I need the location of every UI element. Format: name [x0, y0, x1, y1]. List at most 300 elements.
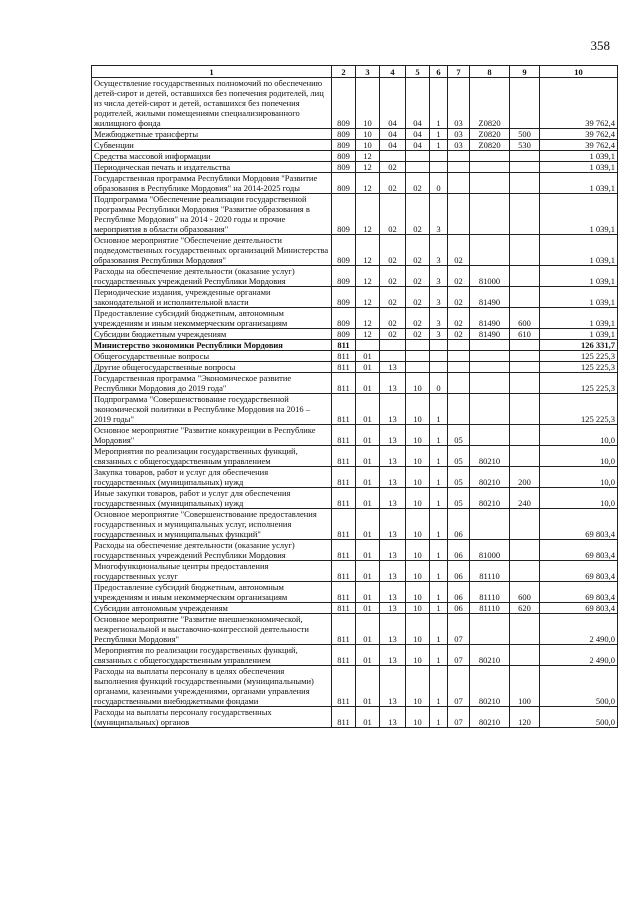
code-subsection-cell: 13	[380, 614, 406, 645]
code-activity-cell	[448, 351, 470, 362]
table-row	[92, 666, 618, 707]
row-name-cell: Общегосударственные вопросы	[92, 351, 332, 362]
table-row	[92, 540, 618, 561]
code-program-cell: 10	[406, 603, 430, 614]
table-row	[92, 645, 618, 666]
code-program-cell: 02	[406, 287, 430, 308]
code-ministry-cell: 809	[332, 140, 356, 151]
code-subprogram-cell: 1	[430, 707, 448, 728]
amount-cell: 1 039,1	[540, 151, 618, 162]
code-expense-type-cell	[510, 151, 540, 162]
table-row	[92, 235, 618, 266]
code-section-cell: 12	[356, 287, 380, 308]
amount-cell: 10,0	[540, 488, 618, 509]
code-direction-cell: 80210	[470, 488, 510, 509]
column-header: 5	[406, 66, 430, 78]
code-subprogram-cell: 1	[430, 540, 448, 561]
code-section-cell: 12	[356, 194, 380, 235]
code-subsection-cell: 13	[380, 425, 406, 446]
row-name-cell: Иные закупки товаров, работ и услуг для обеспечения государственных (муниципальных) нужд	[92, 488, 332, 509]
code-section-cell: 01	[356, 645, 380, 666]
column-header: 8	[470, 66, 510, 78]
row-name-cell: Основное мероприятие "Развитие внешнеэкономической, межрегиональной и выставочно-конгрессной деятельности Республики Мордовия"	[92, 614, 332, 645]
code-direction-cell: 81490	[470, 308, 510, 329]
code-ministry-cell: 809	[332, 162, 356, 173]
code-section-cell: 12	[356, 308, 380, 329]
amount-cell: 125 225,3	[540, 351, 618, 362]
code-ministry-cell: 809	[332, 151, 356, 162]
code-activity-cell	[448, 362, 470, 373]
row-name-cell: Закупка товаров, работ и услуг для обеспечения государственных (муниципальных) нужд	[92, 467, 332, 488]
code-subprogram-cell: 1	[430, 467, 448, 488]
code-direction-cell: 81490	[470, 287, 510, 308]
code-program-cell: 02	[406, 308, 430, 329]
code-expense-type-cell: 610	[510, 329, 540, 340]
code-ministry-cell: 811	[332, 351, 356, 362]
code-ministry-cell: 809	[332, 266, 356, 287]
code-activity-cell	[448, 194, 470, 235]
amount-cell: 125 225,3	[540, 373, 618, 394]
code-subprogram-cell: 1	[430, 614, 448, 645]
code-ministry-cell: 811	[332, 394, 356, 425]
code-direction-cell	[470, 235, 510, 266]
table-row	[92, 446, 618, 467]
code-program-cell: 10	[406, 373, 430, 394]
table-row	[92, 373, 618, 394]
code-direction-cell	[470, 340, 510, 351]
code-program-cell: 02	[406, 173, 430, 194]
code-activity-cell	[448, 340, 470, 351]
code-direction-cell	[470, 151, 510, 162]
code-activity-cell: 03	[448, 78, 470, 129]
code-ministry-cell: 809	[332, 78, 356, 129]
code-program-cell: 02	[406, 235, 430, 266]
code-expense-type-cell	[510, 287, 540, 308]
code-program-cell	[406, 340, 430, 351]
code-section-cell: 10	[356, 129, 380, 140]
column-header: 1	[92, 66, 332, 78]
code-subprogram-cell: 1	[430, 140, 448, 151]
row-name-cell: Многофункциональные центры предоставления государственных услуг	[92, 561, 332, 582]
code-ministry-cell: 811	[332, 666, 356, 707]
amount-cell: 10,0	[540, 467, 618, 488]
amount-cell: 69 803,4	[540, 509, 618, 540]
code-ministry-cell: 811	[332, 425, 356, 446]
column-header: 3	[356, 66, 380, 78]
code-subsection-cell: 13	[380, 561, 406, 582]
code-ministry-cell: 811	[332, 707, 356, 728]
code-expense-type-cell	[510, 340, 540, 351]
amount-cell: 39 762,4	[540, 140, 618, 151]
code-section-cell: 01	[356, 446, 380, 467]
code-subsection-cell: 04	[380, 129, 406, 140]
code-ministry-cell: 811	[332, 582, 356, 603]
code-program-cell: 04	[406, 140, 430, 151]
code-direction-cell: Z0820	[470, 78, 510, 129]
code-expense-type-cell	[510, 446, 540, 467]
code-activity-cell: 05	[448, 488, 470, 509]
row-name-cell: Министерство экономики Республики Мордовия	[92, 340, 332, 351]
row-name-cell: Субвенции	[92, 140, 332, 151]
code-ministry-cell: 811	[332, 446, 356, 467]
code-subsection-cell: 13	[380, 540, 406, 561]
code-activity-cell	[448, 394, 470, 425]
code-activity-cell: 02	[448, 287, 470, 308]
code-subsection-cell: 13	[380, 603, 406, 614]
code-subsection-cell: 13	[380, 446, 406, 467]
code-subsection-cell: 13	[380, 373, 406, 394]
amount-cell: 125 225,3	[540, 394, 618, 425]
table-row	[92, 707, 618, 728]
code-direction-cell	[470, 194, 510, 235]
code-ministry-cell: 811	[332, 362, 356, 373]
code-activity-cell: 06	[448, 540, 470, 561]
amount-cell: 69 803,4	[540, 603, 618, 614]
table-row	[92, 78, 618, 129]
code-subsection-cell: 13	[380, 509, 406, 540]
code-section-cell: 01	[356, 351, 380, 362]
code-program-cell: 02	[406, 266, 430, 287]
code-subprogram-cell: 1	[430, 129, 448, 140]
code-subsection-cell	[380, 151, 406, 162]
code-section-cell: 01	[356, 373, 380, 394]
table-row	[92, 362, 618, 373]
code-subsection-cell: 02	[380, 308, 406, 329]
code-program-cell: 10	[406, 614, 430, 645]
code-ministry-cell: 809	[332, 287, 356, 308]
code-ministry-cell: 809	[332, 194, 356, 235]
table-row	[92, 425, 618, 446]
amount-cell: 1 039,1	[540, 162, 618, 173]
table-row	[92, 340, 618, 351]
code-activity-cell: 03	[448, 140, 470, 151]
code-section-cell: 01	[356, 467, 380, 488]
row-name-cell: Основное мероприятие "Обеспечение деятельности подведомственных государственных организаций Министерства образования Республики Мордовия"	[92, 235, 332, 266]
code-expense-type-cell	[510, 614, 540, 645]
table-row	[92, 561, 618, 582]
code-activity-cell: 07	[448, 707, 470, 728]
code-expense-type-cell	[510, 266, 540, 287]
code-program-cell	[406, 162, 430, 173]
code-activity-cell: 06	[448, 561, 470, 582]
code-subsection-cell: 02	[380, 162, 406, 173]
amount-cell: 39 762,4	[540, 78, 618, 129]
table-row	[92, 329, 618, 340]
code-section-cell: 01	[356, 540, 380, 561]
row-name-cell: Государственная программа Республики Мордовия "Развитие образования в Республике Мордовия" на 2014-2025 годы	[92, 173, 332, 194]
code-direction-cell	[470, 362, 510, 373]
row-name-cell: Субсидии бюджетным учреждениям	[92, 329, 332, 340]
code-program-cell: 10	[406, 666, 430, 707]
code-expense-type-cell	[510, 645, 540, 666]
code-activity-cell: 05	[448, 446, 470, 467]
code-section-cell: 01	[356, 488, 380, 509]
row-name-cell: Мероприятия по реализации государственных функций, связанных с общегосударственным управлением	[92, 645, 332, 666]
code-program-cell	[406, 151, 430, 162]
code-program-cell: 10	[406, 561, 430, 582]
code-subprogram-cell: 1	[430, 603, 448, 614]
code-direction-cell	[470, 351, 510, 362]
code-section-cell: 01	[356, 603, 380, 614]
code-section-cell	[356, 340, 380, 351]
code-subprogram-cell: 1	[430, 394, 448, 425]
code-subprogram-cell: 0	[430, 173, 448, 194]
amount-cell: 1 039,1	[540, 329, 618, 340]
table-row	[92, 351, 618, 362]
table-row	[92, 308, 618, 329]
code-expense-type-cell	[510, 173, 540, 194]
code-ministry-cell: 809	[332, 329, 356, 340]
column-header: 10	[540, 66, 618, 78]
code-direction-cell: 81000	[470, 540, 510, 561]
code-activity-cell: 05	[448, 467, 470, 488]
amount-cell: 500,0	[540, 707, 618, 728]
code-section-cell: 10	[356, 78, 380, 129]
code-activity-cell: 05	[448, 425, 470, 446]
code-expense-type-cell: 620	[510, 603, 540, 614]
table-row	[92, 151, 618, 162]
code-ministry-cell: 811	[332, 561, 356, 582]
code-subsection-cell: 02	[380, 173, 406, 194]
code-direction-cell	[470, 373, 510, 394]
code-ministry-cell: 811	[332, 614, 356, 645]
code-ministry-cell: 811	[332, 540, 356, 561]
code-subsection-cell	[380, 340, 406, 351]
code-subprogram-cell: 0	[430, 373, 448, 394]
code-activity-cell: 07	[448, 645, 470, 666]
code-subprogram-cell	[430, 151, 448, 162]
code-activity-cell: 02	[448, 266, 470, 287]
table-row	[92, 140, 618, 151]
code-expense-type-cell	[510, 78, 540, 129]
amount-cell: 2 490,0	[540, 614, 618, 645]
code-subprogram-cell: 3	[430, 266, 448, 287]
code-direction-cell	[470, 173, 510, 194]
code-direction-cell: Z0820	[470, 140, 510, 151]
code-direction-cell: 81110	[470, 603, 510, 614]
code-section-cell: 01	[356, 509, 380, 540]
code-direction-cell	[470, 509, 510, 540]
table-row	[92, 394, 618, 425]
code-program-cell: 04	[406, 129, 430, 140]
code-ministry-cell: 811	[332, 373, 356, 394]
column-header: 2	[332, 66, 356, 78]
code-subsection-cell: 13	[380, 467, 406, 488]
code-expense-type-cell	[510, 425, 540, 446]
amount-cell: 1 039,1	[540, 194, 618, 235]
code-subprogram-cell: 1	[430, 488, 448, 509]
code-subprogram-cell: 1	[430, 446, 448, 467]
code-program-cell	[406, 351, 430, 362]
code-section-cell: 01	[356, 561, 380, 582]
code-ministry-cell: 811	[332, 603, 356, 614]
code-activity-cell: 07	[448, 666, 470, 707]
code-program-cell: 02	[406, 329, 430, 340]
code-subprogram-cell: 1	[430, 666, 448, 707]
code-section-cell: 01	[356, 614, 380, 645]
code-section-cell: 12	[356, 235, 380, 266]
code-subprogram-cell: 3	[430, 287, 448, 308]
amount-cell: 125 225,3	[540, 362, 618, 373]
code-ministry-cell: 811	[332, 467, 356, 488]
code-subprogram-cell: 1	[430, 509, 448, 540]
code-subsection-cell: 13	[380, 488, 406, 509]
code-direction-cell	[470, 614, 510, 645]
code-section-cell: 01	[356, 666, 380, 707]
code-program-cell: 02	[406, 194, 430, 235]
code-activity-cell: 06	[448, 603, 470, 614]
code-subprogram-cell: 3	[430, 329, 448, 340]
code-program-cell: 10	[406, 488, 430, 509]
code-expense-type-cell	[510, 162, 540, 173]
code-direction-cell: 80210	[470, 446, 510, 467]
code-section-cell: 12	[356, 329, 380, 340]
code-program-cell: 10	[406, 645, 430, 666]
code-section-cell: 12	[356, 266, 380, 287]
code-subprogram-cell: 1	[430, 645, 448, 666]
row-name-cell: Основное мероприятие "Совершенствование предоставления государственных и муниципальных услуг, исполнения государственных и муниципальных функций"	[92, 509, 332, 540]
code-activity-cell	[448, 173, 470, 194]
code-section-cell: 12	[356, 162, 380, 173]
amount-cell: 1 039,1	[540, 235, 618, 266]
code-subsection-cell: 02	[380, 235, 406, 266]
code-section-cell: 12	[356, 151, 380, 162]
code-section-cell: 10	[356, 140, 380, 151]
code-direction-cell: Z0820	[470, 129, 510, 140]
code-subprogram-cell: 1	[430, 561, 448, 582]
code-expense-type-cell: 600	[510, 308, 540, 329]
code-activity-cell	[448, 151, 470, 162]
code-subsection-cell: 13	[380, 645, 406, 666]
column-header: 7	[448, 66, 470, 78]
code-expense-type-cell	[510, 235, 540, 266]
code-subsection-cell: 02	[380, 266, 406, 287]
amount-cell: 1 039,1	[540, 173, 618, 194]
code-expense-type-cell	[510, 394, 540, 425]
code-expense-type-cell: 100	[510, 666, 540, 707]
code-direction-cell	[470, 162, 510, 173]
row-name-cell: Расходы на обеспечение деятельности (оказание услуг) государственных учреждений Республики Мордовия	[92, 540, 332, 561]
code-direction-cell	[470, 394, 510, 425]
code-subprogram-cell: 1	[430, 582, 448, 603]
row-name-cell: Другие общегосударственные вопросы	[92, 362, 332, 373]
amount-cell: 2 490,0	[540, 645, 618, 666]
row-name-cell: Государственная программа "Экономическое развитие Республики Мордовия до 2019 года"	[92, 373, 332, 394]
code-expense-type-cell: 600	[510, 582, 540, 603]
code-activity-cell	[448, 162, 470, 173]
amount-cell: 69 803,4	[540, 540, 618, 561]
code-expense-type-cell: 120	[510, 707, 540, 728]
code-subsection-cell: 04	[380, 78, 406, 129]
row-name-cell: Предоставление субсидий бюджетным, автономным учреждениям и иным некоммерческим организациям	[92, 582, 332, 603]
row-name-cell: Предоставление субсидий бюджетным, автономным учреждениям и иным некоммерческим организациям	[92, 308, 332, 329]
code-expense-type-cell	[510, 509, 540, 540]
code-section-cell: 01	[356, 362, 380, 373]
code-ministry-cell: 809	[332, 235, 356, 266]
code-activity-cell: 07	[448, 614, 470, 645]
code-activity-cell: 02	[448, 235, 470, 266]
code-program-cell: 10	[406, 425, 430, 446]
code-subprogram-cell: 3	[430, 308, 448, 329]
row-name-cell: Субсидии автономным учреждениям	[92, 603, 332, 614]
code-subsection-cell: 13	[380, 582, 406, 603]
table-row	[92, 173, 618, 194]
table-row	[92, 162, 618, 173]
code-expense-type-cell	[510, 362, 540, 373]
code-expense-type-cell: 500	[510, 129, 540, 140]
row-name-cell: Периодические издания, учрежденные органами законодательной и исполнительной власти	[92, 287, 332, 308]
code-program-cell: 10	[406, 582, 430, 603]
column-header: 6	[430, 66, 448, 78]
table-row	[92, 603, 618, 614]
amount-cell: 10,0	[540, 446, 618, 467]
code-ministry-cell: 811	[332, 488, 356, 509]
code-program-cell: 10	[406, 509, 430, 540]
table-row	[92, 194, 618, 235]
code-activity-cell: 02	[448, 308, 470, 329]
column-header: 9	[510, 66, 540, 78]
code-direction-cell: 80210	[470, 645, 510, 666]
table-row	[92, 582, 618, 603]
code-ministry-cell: 809	[332, 173, 356, 194]
row-name-cell: Расходы на обеспечение деятельности (оказание услуг) государственных учреждений Республики Мордовия	[92, 266, 332, 287]
row-name-cell: Подпрограмма "Обеспечение реализации государственной программы Республики Мордовия "Развитие образования в Республике Мордовия" на 2014 - 2020 годы и прочие мероприятия в области образования"	[92, 194, 332, 235]
code-subsection-cell: 13	[380, 362, 406, 373]
row-name-cell: Подпрограмма "Совершенствование государственной экономической политики в Республике Мордовия на 2016 – 2019 годы"	[92, 394, 332, 425]
code-subprogram-cell	[430, 362, 448, 373]
table-row	[92, 509, 618, 540]
code-subsection-cell: 13	[380, 707, 406, 728]
code-expense-type-cell: 200	[510, 467, 540, 488]
code-ministry-cell: 811	[332, 645, 356, 666]
amount-cell: 126 331,7	[540, 340, 618, 351]
row-name-cell: Расходы на выплаты персоналу в целях обеспечения выполнения функций государственными (муниципальными) органами, казенными учреждениями, органами управления государственными внебюджетными фондами	[92, 666, 332, 707]
code-subprogram-cell: 3	[430, 194, 448, 235]
code-activity-cell: 06	[448, 582, 470, 603]
table-row	[92, 129, 618, 140]
code-ministry-cell: 811	[332, 340, 356, 351]
table-row	[92, 467, 618, 488]
budget-table	[91, 65, 618, 728]
page-number: 358	[590, 38, 610, 53]
code-section-cell: 01	[356, 394, 380, 425]
table-row	[92, 266, 618, 287]
table-body	[92, 78, 618, 728]
code-subsection-cell: 13	[380, 666, 406, 707]
code-program-cell: 10	[406, 446, 430, 467]
code-program-cell	[406, 362, 430, 373]
amount-cell: 500,0	[540, 666, 618, 707]
code-section-cell: 01	[356, 707, 380, 728]
code-direction-cell	[470, 425, 510, 446]
code-subsection-cell	[380, 351, 406, 362]
row-name-cell: Межбюджетные трансферты	[92, 129, 332, 140]
code-program-cell: 10	[406, 707, 430, 728]
code-activity-cell	[448, 373, 470, 394]
code-subsection-cell: 13	[380, 394, 406, 425]
code-activity-cell: 02	[448, 329, 470, 340]
code-subprogram-cell	[430, 340, 448, 351]
table-header-row	[92, 66, 618, 78]
row-name-cell: Осуществление государственных полномочий по обеспечению детей-сирот и детей, оставшихся без попечения родителей, лиц из числа детей-сирот и детей, оставшихся без попечения родителей, жилыми помещениями специализированного жилищного фонда	[92, 78, 332, 129]
code-subprogram-cell: 3	[430, 235, 448, 266]
row-name-cell: Основное мероприятие "Развитие конкуренции в Республике Мордовия"	[92, 425, 332, 446]
code-program-cell: 10	[406, 540, 430, 561]
column-header: 4	[380, 66, 406, 78]
code-ministry-cell: 809	[332, 308, 356, 329]
code-expense-type-cell	[510, 373, 540, 394]
code-direction-cell: 81110	[470, 582, 510, 603]
